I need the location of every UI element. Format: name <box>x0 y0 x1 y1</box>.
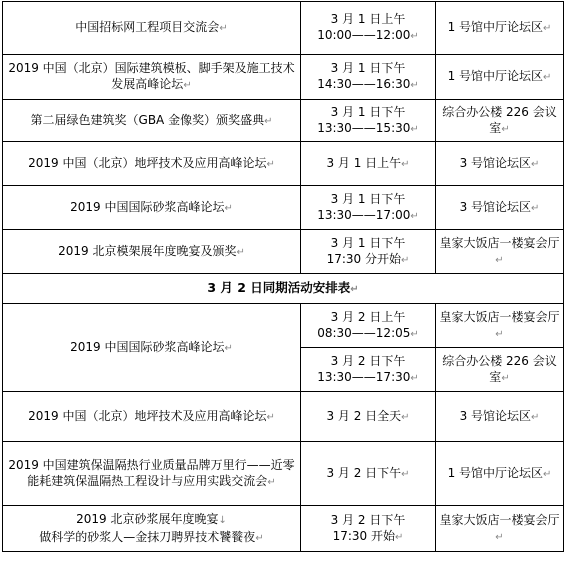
paragraph-mark-icon: ↵ <box>266 411 275 423</box>
table-row <box>3 442 564 506</box>
event-name: 2019 中国国际砂浆高峰论坛↵ <box>3 186 301 230</box>
event-time: 3 月 2 日下午↵ <box>301 442 436 506</box>
event-name: 2019 中国国际砂浆高峰论坛↵ <box>3 304 301 392</box>
paragraph-mark-icon: ↵ <box>266 158 275 170</box>
event-time: 3 月 2 日上午 08:30——12:05↵ <box>301 304 436 348</box>
event-venue: 皇家大饭店一楼宴会厅↵ <box>436 506 564 552</box>
event-venue: 3 号馆论坛区↵ <box>436 392 564 442</box>
table-row <box>3 230 564 274</box>
paragraph-mark-icon: ↵ <box>543 468 552 480</box>
paragraph-mark-icon: ↵ <box>410 31 419 42</box>
paragraph-mark-icon: ↵ <box>531 158 540 170</box>
paragraph-mark-icon: ↵ <box>224 342 233 354</box>
paragraph-mark-icon: ↵ <box>224 202 233 214</box>
event-time: 3 月 1 日下午 14:30——16:30↵ <box>301 55 436 100</box>
event-name: 2019 中国建筑保温隔热行业质量品牌万里行——近零能耗建筑保温隔热工程设计与应用实践交流会↵ <box>3 442 301 506</box>
paragraph-mark-icon: ↵ <box>543 23 552 34</box>
event-venue: 1 号馆中厅论坛区↵ <box>436 2 564 55</box>
paragraph-mark-icon: ↵ <box>236 246 245 258</box>
event-name: 2019 中国（北京）地坪技术及应用高峰论坛↵ <box>3 392 301 442</box>
paragraph-mark-icon: ↵ <box>401 411 410 423</box>
event-name: 2019 北京砂浆展年度晚宴↓ 做科学的砂浆人—金抹刀聘界技术饕餮夜↵ <box>3 506 301 552</box>
event-venue: 3 号馆论坛区↵ <box>436 142 564 186</box>
table-row <box>3 186 564 230</box>
table-row <box>3 304 564 348</box>
paragraph-mark-icon: ↵ <box>264 115 273 127</box>
paragraph-mark-icon: ↵ <box>501 123 510 135</box>
event-name: 2019 北京模架展年度晚宴及颁奖↵ <box>3 230 301 274</box>
paragraph-mark-icon: ↵ <box>395 531 404 543</box>
line-break-mark-icon: ↓ <box>218 514 227 526</box>
event-venue: 1 号馆中厅论坛区↵ <box>436 55 564 100</box>
paragraph-mark-icon: ↵ <box>495 531 504 543</box>
table-row <box>3 142 564 186</box>
table-row <box>3 2 564 55</box>
table-row <box>3 100 564 142</box>
paragraph-mark-icon: ↵ <box>531 411 540 423</box>
table-row <box>3 392 564 442</box>
paragraph-mark-icon: ↵ <box>531 202 540 214</box>
paragraph-mark-icon: ↵ <box>401 468 410 480</box>
event-time: 3 月 1 日上午 10:00——12:00↵ <box>301 2 436 55</box>
event-venue: 综合办公楼 226 会议室↵ <box>436 100 564 142</box>
event-venue: 皇家大饭店一楼宴会厅↵ <box>436 304 564 348</box>
paragraph-mark-icon: ↵ <box>410 123 419 135</box>
event-time: 3 月 1 日上午↵ <box>301 142 436 186</box>
paragraph-mark-icon: ↵ <box>501 372 510 384</box>
event-name: 2019 中国（北京）地坪技术及应用高峰论坛↵ <box>3 142 301 186</box>
event-venue: 综合办公楼 226 会议室↵ <box>436 348 564 392</box>
paragraph-mark-icon: ↵ <box>219 23 228 34</box>
paragraph-mark-icon: ↵ <box>350 283 359 295</box>
event-time: 3 月 1 日下午 13:30——17:00↵ <box>301 186 436 230</box>
event-venue: 3 号馆论坛区↵ <box>436 186 564 230</box>
table-row <box>3 55 564 100</box>
paragraph-mark-icon: ↵ <box>410 372 419 384</box>
table-row <box>3 274 564 304</box>
paragraph-mark-icon: ↵ <box>410 210 419 222</box>
paragraph-mark-icon: ↵ <box>495 254 504 266</box>
event-name: 第二届绿色建筑奖（GBA 金像奖）颁奖盛典↵ <box>3 100 301 142</box>
event-schedule-table <box>2 1 564 552</box>
event-name: 2019 中国（北京）国际建筑模板、脚手架及施工技术发展高峰论坛↵ <box>3 55 301 100</box>
event-name: 中国招标网工程项目交流会↵ <box>3 2 301 55</box>
event-time: 3 月 2 日下午 17:30 开始↵ <box>301 506 436 552</box>
paragraph-mark-icon: ↵ <box>410 328 419 340</box>
table-row <box>3 506 564 552</box>
paragraph-mark-icon: ↵ <box>495 328 504 340</box>
paragraph-mark-icon: ↵ <box>255 532 264 544</box>
event-venue: 皇家大饭店一楼宴会厅↵ <box>436 230 564 274</box>
paragraph-mark-icon: ↵ <box>410 80 419 91</box>
paragraph-mark-icon: ↵ <box>267 476 276 488</box>
event-venue: 1 号馆中厅论坛区↵ <box>436 442 564 506</box>
event-time: 3 月 1 日下午 13:30——15:30↵ <box>301 100 436 142</box>
event-time: 3 月 2 日下午 13:30——17:30↵ <box>301 348 436 392</box>
event-time: 3 月 2 日全天↵ <box>301 392 436 442</box>
event-time: 3 月 1 日下午 17:30 分开始↵ <box>301 230 436 274</box>
paragraph-mark-icon: ↵ <box>401 254 410 266</box>
paragraph-mark-icon: ↵ <box>183 80 192 91</box>
paragraph-mark-icon: ↵ <box>543 72 552 83</box>
section-title: 3 月 2 日同期活动安排表↵ <box>3 274 564 304</box>
paragraph-mark-icon: ↵ <box>401 158 410 170</box>
